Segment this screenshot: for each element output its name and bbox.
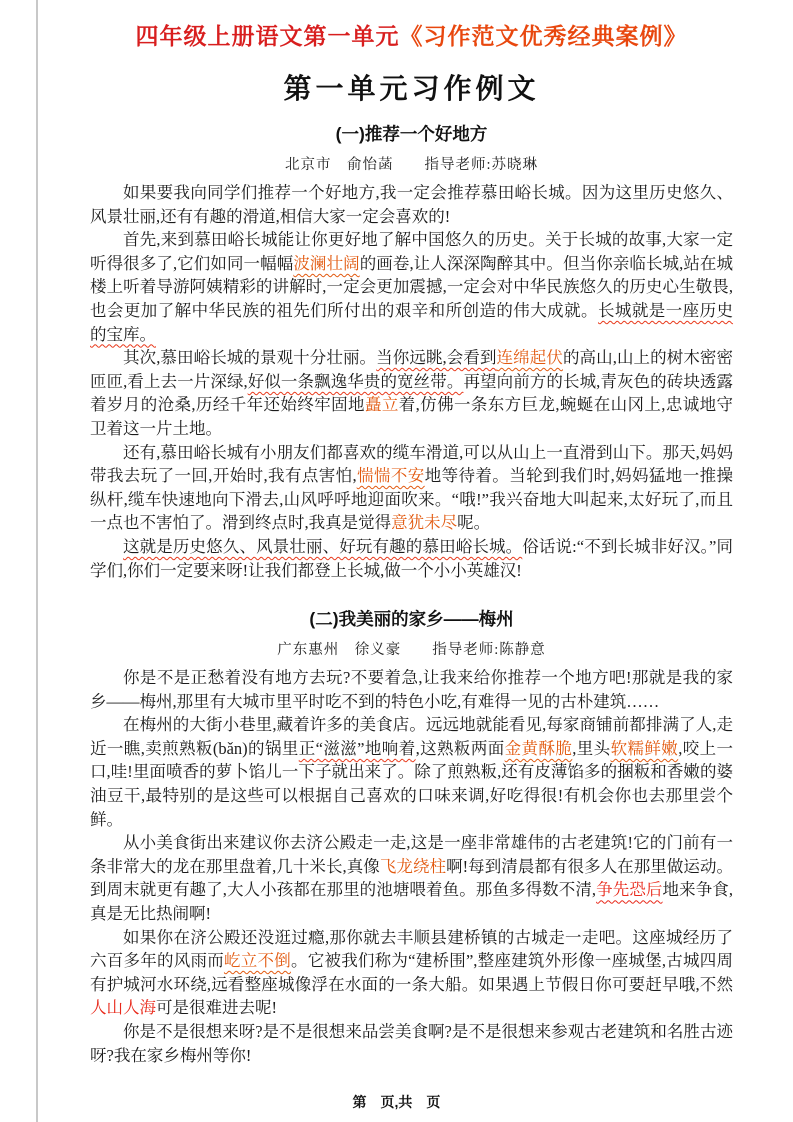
highlighted-text-segment: 争先恐后 — [596, 880, 663, 900]
document-title-part1: 四年级上册语文第一单元 — [135, 23, 400, 49]
text-segment: 啊!每到清晨都有很多人在那里做运动。到周末就更有趣了,大人小孩都在那里的池塘喂着鱼。那鱼多得数不清, — [90, 856, 734, 900]
highlighted-text-segment: 矗立 — [364, 395, 399, 415]
page-footer: 第 页,共 页 — [352, 1094, 441, 1110]
highlighted-text-segment: 当你远眺,会看到 — [376, 348, 497, 368]
paragraph — [90, 926, 733, 1020]
text-segment: 着,仿佛一条东方巨龙,蜿蜒在山冈上,忠诚地守卫着这一片土地。 — [90, 395, 734, 438]
essay-2-byline: 广东惠州 徐义豪 指导老师:陈静意 — [277, 642, 546, 659]
highlighted-text-segment: 飞龙绕柱 — [379, 856, 447, 876]
paragraph — [90, 1020, 733, 1067]
highlighted-text-segment: 软糯鲜嫩 — [610, 738, 679, 758]
text-segment: ,里头 — [572, 738, 611, 758]
text-segment: 呢。 — [457, 513, 491, 533]
highlighted-text-segment: 这就是历史悠久、风景壮丽、好玩有趣的慕田峪长城。 — [123, 536, 523, 556]
paragraph — [90, 535, 733, 582]
text-segment: 在梅州的大街小巷里,藏着许多的美食店。远远地就能看见,每家商铺前都排满了人,走近一瞧,卖煎熟粄(bǎn)的锅里 — [90, 715, 733, 758]
highlighted-text-segment: 好似一条飘逸华贵的宽丝带。 — [247, 371, 464, 391]
highlighted-text-segment: 惴惴不安 — [356, 466, 425, 486]
text-segment: 再望向前方的长城,青灰色的砖块透露着岁月的沧桑,历经千年还始终牢固地 — [90, 371, 734, 415]
essay-1-byline: 北京市 俞怡菡 指导老师:苏晓琳 — [284, 157, 539, 173]
text-segment: 。它被我们称为“建桥围”,整座建筑外形像一座城堡,古城四周有护城河水环绕,远看整座城像浮在水面的一条大船。如果遇上节假日你可要赶早哦,不然 — [90, 951, 733, 994]
essay-1-section — [90, 121, 733, 582]
essay-1-body — [90, 181, 733, 582]
highlighted-text-segment: 波澜壮阔 — [293, 253, 360, 273]
highlighted-text-segment: 金黄酥脆 — [504, 738, 573, 758]
text-segment: 的画卷,让人深深陶醉其中。但当你亲临长城,站在城楼上听着导游阿姨精彩的讲解时,一定会更加震撼,一定会对中华民族悠久的历史心生敬畏,也会更加了解中华民族的祖先们所付出的艰辛和所创造的伟大成就。 — [90, 253, 734, 320]
essay-1-heading: (一)推荐一个好地方 — [335, 124, 488, 144]
text-segment: 还有,慕田峪长城有小朋友们都喜欢的缆车滑道,可以从山上一直滑到山下。那天,妈妈带我去玩了一回,开始时,我有点害怕, — [90, 442, 733, 486]
paragraph — [90, 441, 733, 535]
text-segment: 地等待着。当轮到我们时,妈妈猛地一推操纵杆,缆车快速地向下滑去,山风呼呼地迎面吹来。“哦!”我兴奋地大叫起来,太好玩了,而且一点也不害怕了。滑到终点时,我真是觉得 — [90, 466, 734, 533]
text-segment: 首先,来到慕田峪长城能让你更好地了解中国悠久的历史。关于长城的故事,大家一定听得很多了,它们如同一幅幅 — [90, 230, 733, 273]
highlighted-text-segment: 屹立不倒 — [223, 951, 291, 971]
highlighted-text-segment: 正“滋滋”地响着 — [298, 738, 416, 758]
document-title-part2: 《习作范文优秀经典案例》 — [399, 23, 688, 49]
paragraph — [90, 831, 733, 925]
highlighted-text-segment: 连绵起伏 — [496, 348, 563, 368]
text-segment: 可是很难进去呢! — [156, 998, 277, 1018]
essay-2-heading: (二)我美丽的家乡——梅州 — [309, 609, 514, 630]
document-title — [90, 18, 733, 51]
text-segment: 如果要我向同学们推荐一个好地方,我一定会推荐慕田峪长城。因为这里历史悠久、风景壮丽,还有有趣的滑道,相信大家一定会喜欢的! — [90, 183, 733, 226]
essay-2-section — [90, 606, 733, 1067]
text-segment: ,这熟粄两面 — [415, 738, 505, 758]
essay-2-body — [90, 666, 733, 1067]
document-page — [90, 18, 733, 1067]
highlighted-text-segment: 人山人海 — [90, 998, 156, 1018]
page-edge-line — [36, 0, 38, 1122]
text-segment: 如果你在济公殿还没逛过瘾,那你就去丰顺县建桥镇的古城走一走吧。这座城经历了六百多年的风雨而 — [90, 927, 733, 971]
text-segment: ,咬上一口,哇!里面喷香的萝卜馅儿一下子就出来了。除了煎熟粄,还有皮薄馅多的捆粄和香嫩的婆油豆干,最特别的是这些可以根据自己喜欢的口味来调,好吃得很!有机会你也去那里尝个鲜。 — [90, 738, 734, 829]
highlighted-text-segment: 长城就是一座历史的宝库。 — [90, 300, 734, 344]
paragraph — [90, 346, 733, 440]
text-segment: 俗话说:“不到长城非好汉。”同学们,你们一定要来呀!让我们都登上长城,做一个小小英雄汉! — [90, 536, 734, 580]
highlighted-text-segment: 意犹未尽 — [391, 513, 458, 533]
text-segment: 从小美食街出来建议你去济公殿走一走,这是一座非常雄伟的古老建筑!它的门前有一条非常大的龙在那里盘着,几十米长,真像 — [90, 833, 733, 876]
document-subtitle: 第一单元习作例文 — [283, 73, 540, 104]
paragraph — [90, 181, 733, 228]
text-segment: 你是不是正愁着没有地方去玩?不要着急,让我来给你推荐一个地方吧!那就是我的家乡——梅州,那里有大城市里平时吃不到的特色小吃,有难得一见的古朴建筑…… — [90, 668, 733, 711]
text-segment: 地来争食,真是无比热闹啊! — [90, 880, 734, 924]
paragraph — [90, 666, 733, 713]
paragraph — [90, 713, 733, 831]
text-segment: 你是不是很想来呀?是不是很想来品尝美食啊?是不是很想来参观古老建筑和名胜古迹呀?我在家乡梅州等你! — [90, 1022, 733, 1065]
paragraph — [90, 228, 733, 346]
text-segment: 的高山,山上的树木密密匝匝,看上去一片深绿, — [90, 348, 734, 391]
text-segment: 其次,慕田峪长城的景观十分壮丽。 — [123, 348, 377, 368]
